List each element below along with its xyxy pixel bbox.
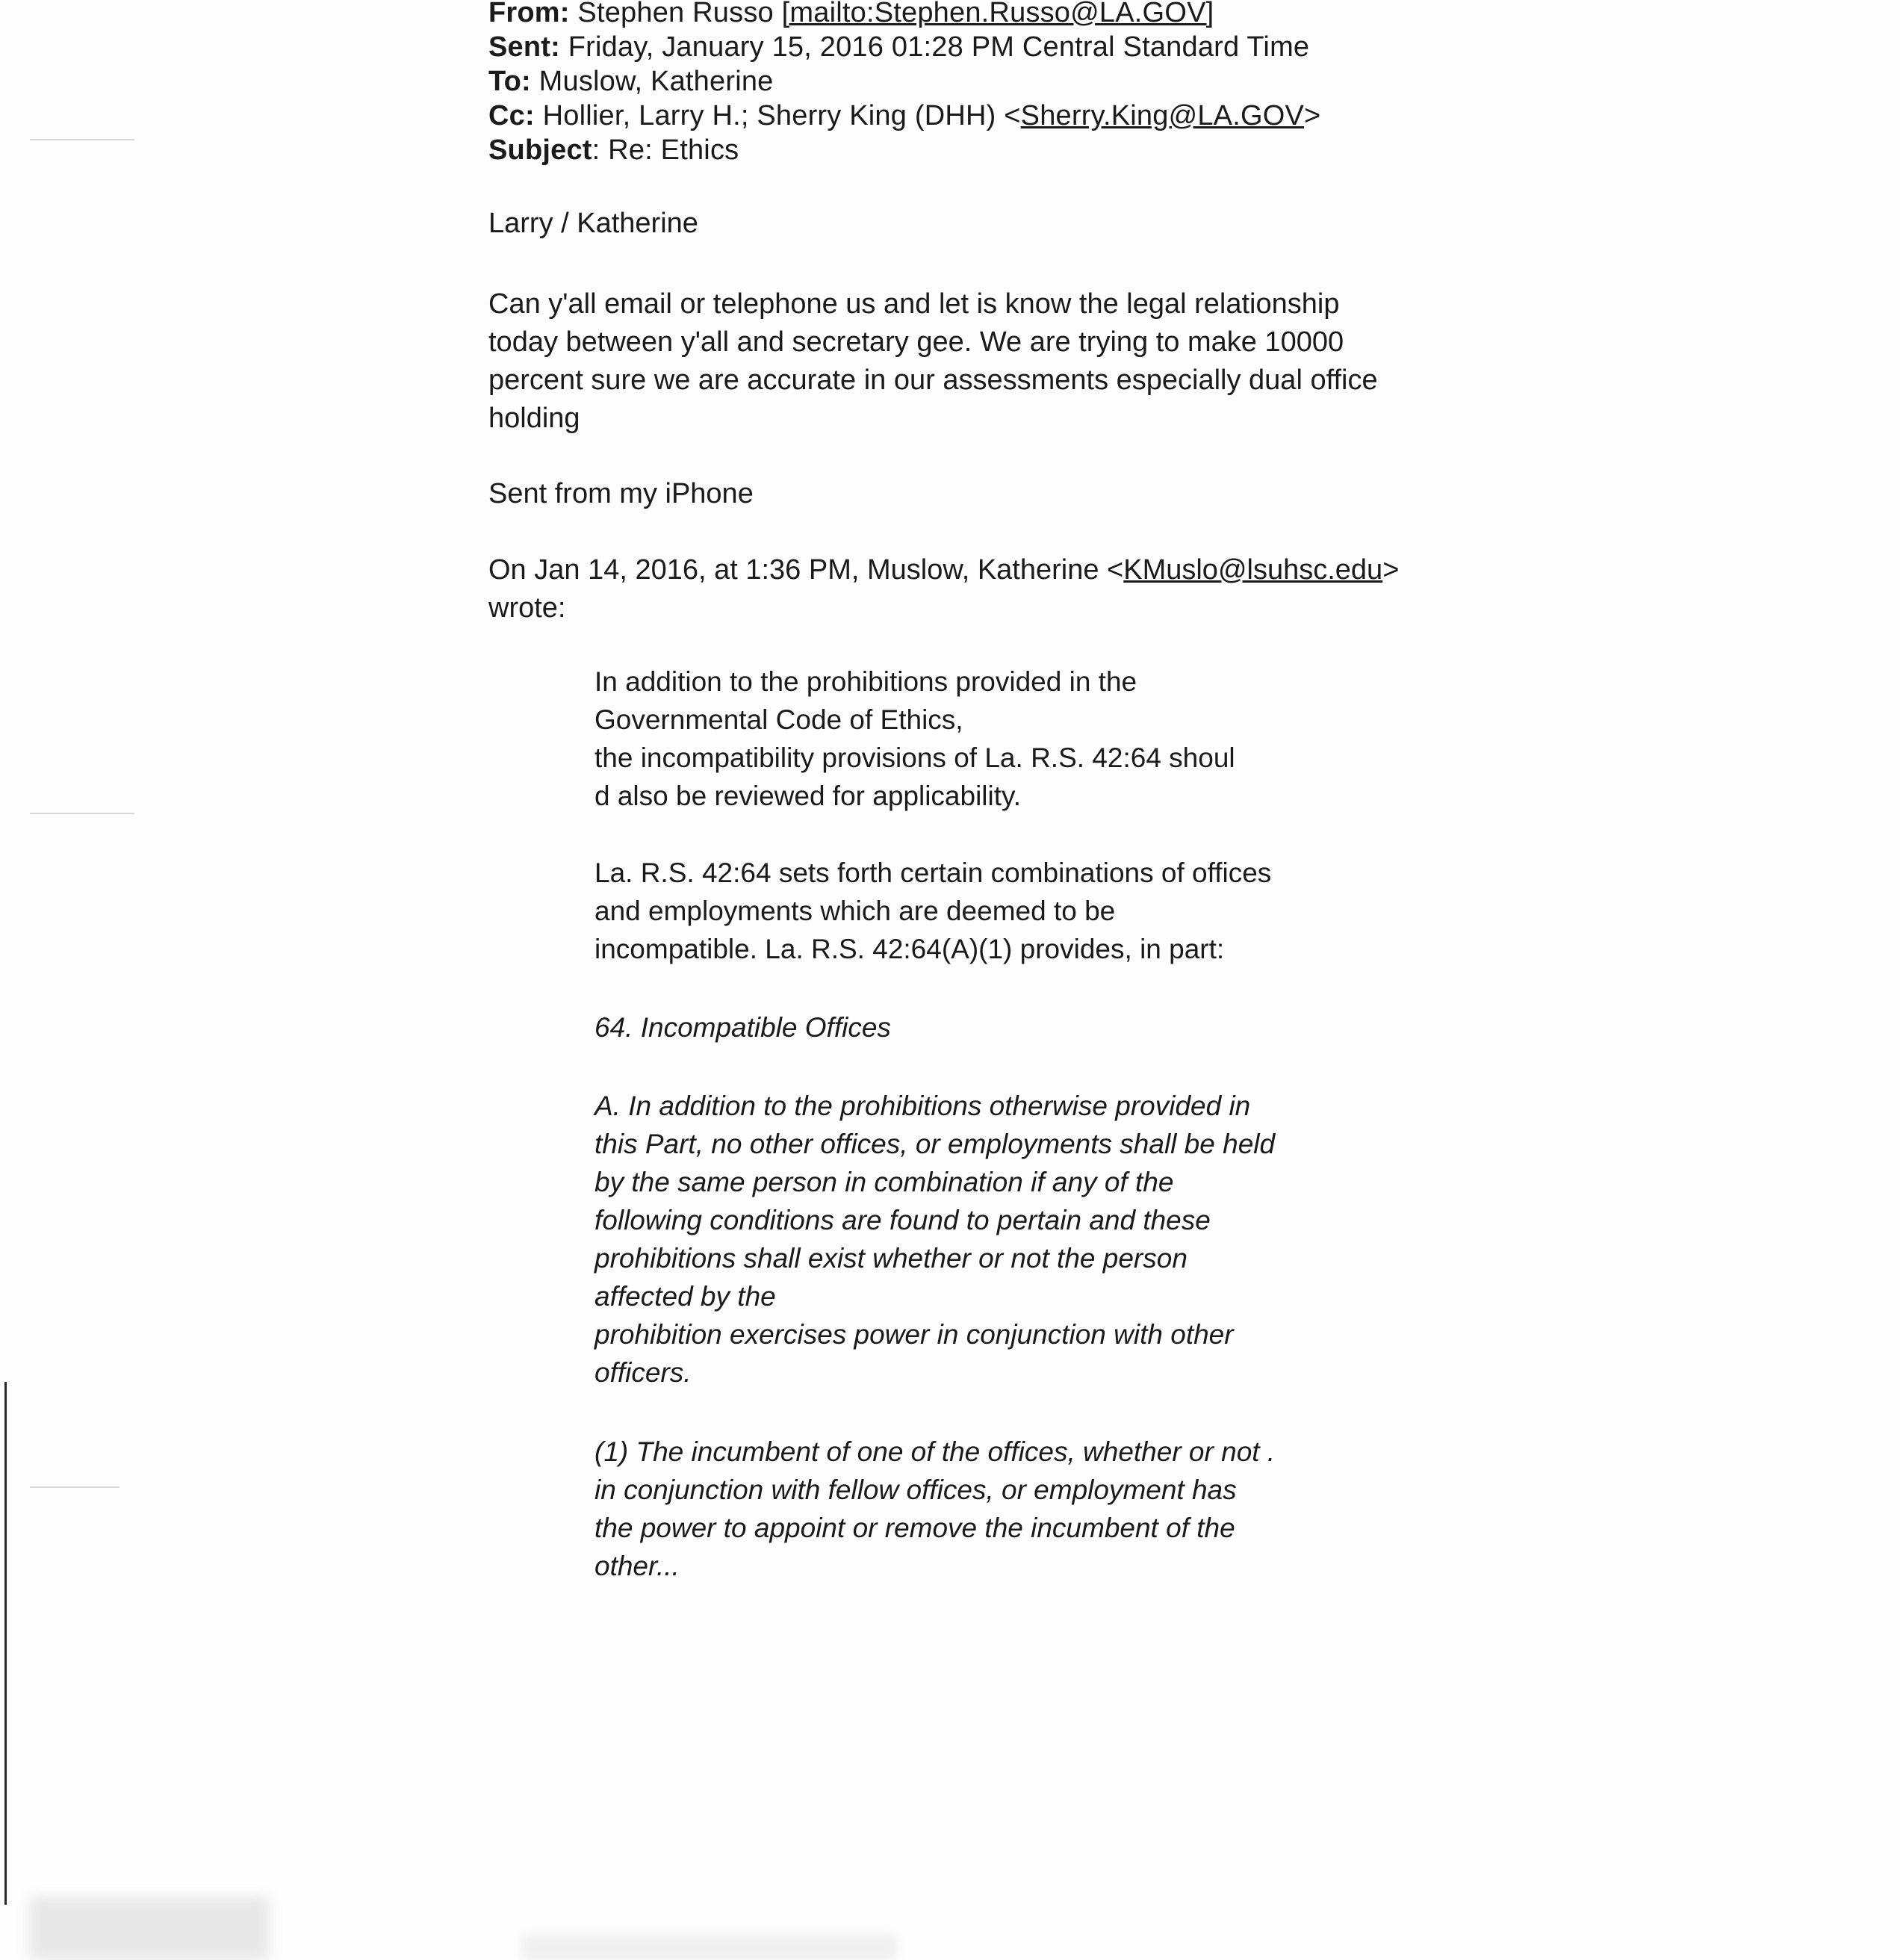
quoted-line: the power to appoint or remove the incumbent of the: [594, 1513, 1235, 1543]
quoted-line: In addition to the prohibitions provided in the: [594, 666, 1137, 697]
signature: Sent from my iPhone: [488, 478, 754, 509]
cc-end: >: [1304, 100, 1321, 131]
subject-label: Subject: [488, 134, 592, 166]
quoted-line: La. R.S. 42:64 sets forth certain combinations of offices: [594, 858, 1272, 888]
scan-edge-line: [4, 1382, 7, 1905]
to-line: [488, 64, 1320, 99]
cc-email-link[interactable]: Sherry.King@LA.GOV: [1020, 100, 1305, 131]
from-value: Stephen Russo: [577, 0, 782, 28]
quoted-line: following conditions are found to pertain and these: [594, 1205, 1211, 1235]
sent-line: [488, 30, 1320, 64]
body-line: percent sure we are accurate in our assessments especially dual office: [488, 365, 1378, 396]
quote-intro-text: On Jan 14, 2016, at 1:36 PM, Muslow, Katherine <: [488, 554, 1124, 586]
cc-label: Cc:: [488, 100, 535, 131]
quoted-line: prohibitions shall exist whether or not the person: [594, 1243, 1188, 1274]
sent-label: Sent:: [488, 31, 560, 63]
quoted-paragraph-4: [594, 1433, 1275, 1585]
quoted-paragraph-3: [594, 1087, 1275, 1392]
body-line: Can y'all email or telephone us and let is know the legal relationship: [488, 288, 1340, 320]
quoted-line: d also be reviewed for applicability.: [594, 781, 1022, 811]
scan-smudge: [523, 1935, 896, 1960]
quoted-line: the incompatibility provisions of La. R.S. 42:64 shoul: [594, 742, 1235, 773]
body-line: holding: [488, 403, 580, 434]
to-value: Muslow, Katherine: [538, 66, 774, 97]
from-email-link[interactable]: [mailto:Stephen.Russo@LA.GOV]: [781, 0, 1214, 28]
quote-intro-wrote: wrote:: [488, 592, 566, 624]
quoted-line: officers.: [594, 1357, 692, 1388]
quoted-line: in conjunction with fellow offices, or employment has: [594, 1474, 1237, 1505]
quoted-line: incompatible. La. R.S. 42:64(A)(1) provides, in part:: [594, 934, 1225, 964]
quoted-line: prohibition exercises power in conjunction with other: [594, 1319, 1234, 1350]
quoted-line: affected by the: [594, 1281, 776, 1312]
quoted-paragraph-2: [594, 854, 1271, 968]
quoted-line: A. In addition to the prohibitions otherwise provided in: [594, 1091, 1251, 1121]
body-line: today between y'all and secretary gee. We are trying to make 10000: [488, 326, 1344, 358]
quoted-line: and employments which are deemed to be: [594, 896, 1116, 926]
subject-value: : Re: Ethics: [592, 134, 739, 166]
scan-artifact: [30, 813, 134, 814]
subject-line: [488, 133, 1320, 167]
quoted-line: by the same person in combination if any of the: [594, 1167, 1174, 1197]
from-line: [488, 0, 1320, 30]
cc-value: Hollier, Larry H.; Sherry King (DHH) <: [542, 100, 1021, 131]
cc-line: [488, 99, 1320, 133]
scan-artifact: [30, 139, 134, 140]
quote-email-link[interactable]: KMuslo@lsuhsc.edu: [1123, 554, 1383, 586]
quoted-line: other...: [594, 1551, 680, 1581]
quoted-heading: 64. Incompatible Offices: [594, 1012, 891, 1043]
scan-smudge: [30, 1897, 269, 1960]
quote-intro-line: [488, 551, 1399, 589]
quoted-line: Governmental Code of Ethics,: [594, 704, 963, 735]
scan-artifact: [30, 1486, 119, 1488]
message-body: [488, 285, 1378, 438]
email-header: [488, 0, 1320, 167]
quoted-line: this Part, no other offices, or employments shall be held: [594, 1129, 1276, 1159]
quoted-line: (1) The incumbent of one of the offices, whether or not .: [594, 1436, 1276, 1467]
quote-intro: [488, 551, 1399, 627]
quoted-paragraph-1: [594, 663, 1235, 815]
sent-value: Friday, January 15, 2016 01:28 PM Central Standard Time: [568, 31, 1310, 63]
quote-intro-end: >: [1382, 554, 1400, 586]
to-label: To:: [488, 66, 531, 97]
greeting: Larry / Katherine: [488, 208, 698, 239]
from-label: From:: [488, 0, 570, 28]
